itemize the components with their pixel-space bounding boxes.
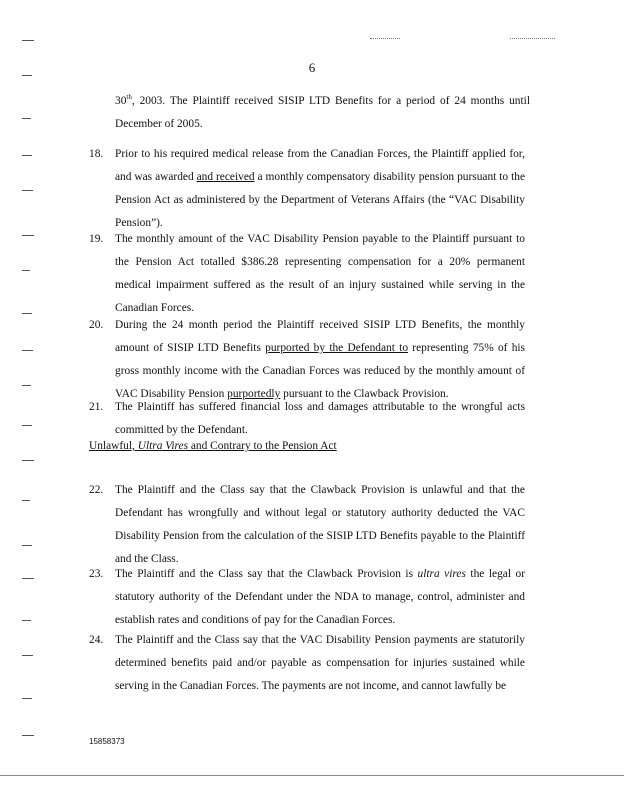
paragraph-number: 19. [89,233,104,245]
paragraph-text: The monthly amount of the VAC Disability Pension payable to the Plaintiff pursuant to the Pension Act totalled $386.28 representing compensation for a 20% permanent medical impairment suffered as the result of an injury sustained while serving in the Canadian Forces. [115,233,525,314]
paragraph-text: During the 24 month period the Plaintiff received SISIP LTD Benefits, the monthly amount of SISIP LTD Benefits purported by the Defendant to representing 75% of his gross monthly income with the Canadian Forces was reduced by the monthly amount of VAC Disability Pension purportedly pursuant to the Clawback Provision. [115,319,525,400]
continuation-text: 30th, 2003. The Plaintiff received SISIP LTD Benefits for a period of 24 months until December of 2005. [115,93,530,130]
paragraph-number: 24. [89,634,104,646]
paragraph-number: 21. [89,401,104,413]
page-number: 6 [308,60,316,75]
paragraph-number: 23. [89,568,104,580]
paragraph-number: 20. [89,319,104,331]
scan-artifact [370,38,400,40]
paragraph-number: 18. [89,148,104,160]
document-id: 15858373 [89,737,125,746]
paragraph-number: 22. [89,484,104,496]
scan-bottom-edge [0,775,624,776]
section-heading: Unlawful, Ultra Vires and Contrary to the Pension Act [89,440,337,452]
paragraph-text: The Plaintiff and the Class say that the Clawback Provision is ultra vires the legal or statutory authority of the Defendant under the NDA to manage, control, administer and establish rates and conditions of pay for the Canadian Forces. [115,568,525,626]
paragraph-text: The Plaintiff and the Class say that the Clawback Provision is unlawful and that the Defendant has wrongfully and without legal or statutory authority deducted the VAC Disability Pension from the calculation of the SISIP LTD Benefits payable to the Plaintiff and the Class. [115,484,525,565]
scan-margin-marks [22,30,36,750]
paragraph-text: The Plaintiff and the Class say that the VAC Disability Pension payments are statutorily determined benefits paid and/or payable as compensation for injuries sustained while serving in the Canadian Forces. The payments are not income, and cannot lawfully be [115,634,525,692]
scan-artifact [510,38,555,40]
paragraph-text: The Plaintiff has suffered financial loss and damages attributable to the wrongful acts committed by the Defendant. [115,401,525,436]
paragraph-text: Prior to his required medical release from the Canadian Forces, the Plaintiff applied for, and was awarded and received a monthly compensatory disability pension pursuant to the Pension Act as administered by the Department of Veterans Affairs (the “VAC Disability Pension”). [115,148,525,229]
